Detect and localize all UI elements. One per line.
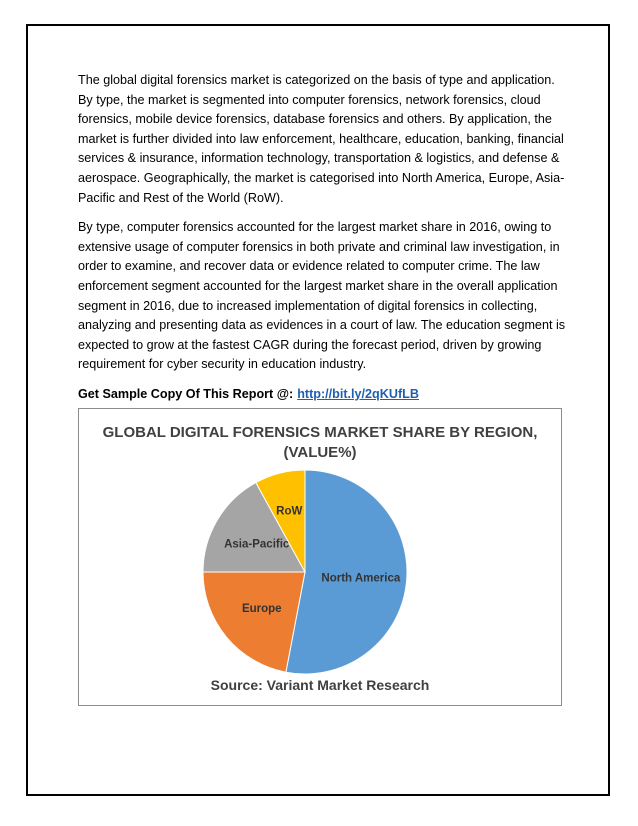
sample-copy-line [78, 385, 566, 405]
pie-chart [79, 409, 561, 705]
paragraph-market-overview: The global digital forensics market is categorized on the basis of type and application. By type, the market is segmented into computer forensics, network forensics, cloud forensics, mobile device forensics, database forensics and others. By application, the market is further divided into law enforcement, healthcare, education, banking, financial services & insurance, information technology, transportation & logistics, and defense & aerospace. Geographically, the market is categorised into North America, Europe, Asia-Pacific and Rest of the World (RoW). [78, 73, 565, 205]
chart-source: Source: Variant Market Research [210, 677, 430, 693]
pie-slices [203, 470, 407, 674]
chart-subtitle: (VALUE%) [283, 444, 357, 461]
paragraph-market-share: By type, computer forensics accounted for the largest market share in 2016, owing to extensive usage of computer forensics in both private and criminal law investigation, in order to examine, and recover data or evidence related to computer crime. The law enforcement segment accounted for the largest market share in the overall application segment in 2016, due to increased implementation of digital forensics in collecting, analyzing and presenting data as evidences in a court of law. The education segment is expected to grow at the fastest CAGR during the forecast period, driven by growing requirement for cyber security in education industry. [78, 220, 566, 372]
slice-label-asia-pacific: Asia-Pacific [224, 538, 290, 551]
sample-copy-link[interactable]: http://bit.ly/2qKUfLB [297, 386, 419, 401]
document-body [78, 71, 566, 405]
slice-label-europe: Europe [241, 602, 282, 615]
slice-label-north-america: North America [321, 572, 401, 585]
slice-label-row: RoW [276, 505, 303, 518]
sample-copy-label: Get Sample Copy Of This Report @: [78, 386, 294, 401]
chart-frame [78, 408, 562, 706]
chart-title: GLOBAL DIGITAL FORENSICS MARKET SHARE BY REGION, [102, 424, 538, 441]
